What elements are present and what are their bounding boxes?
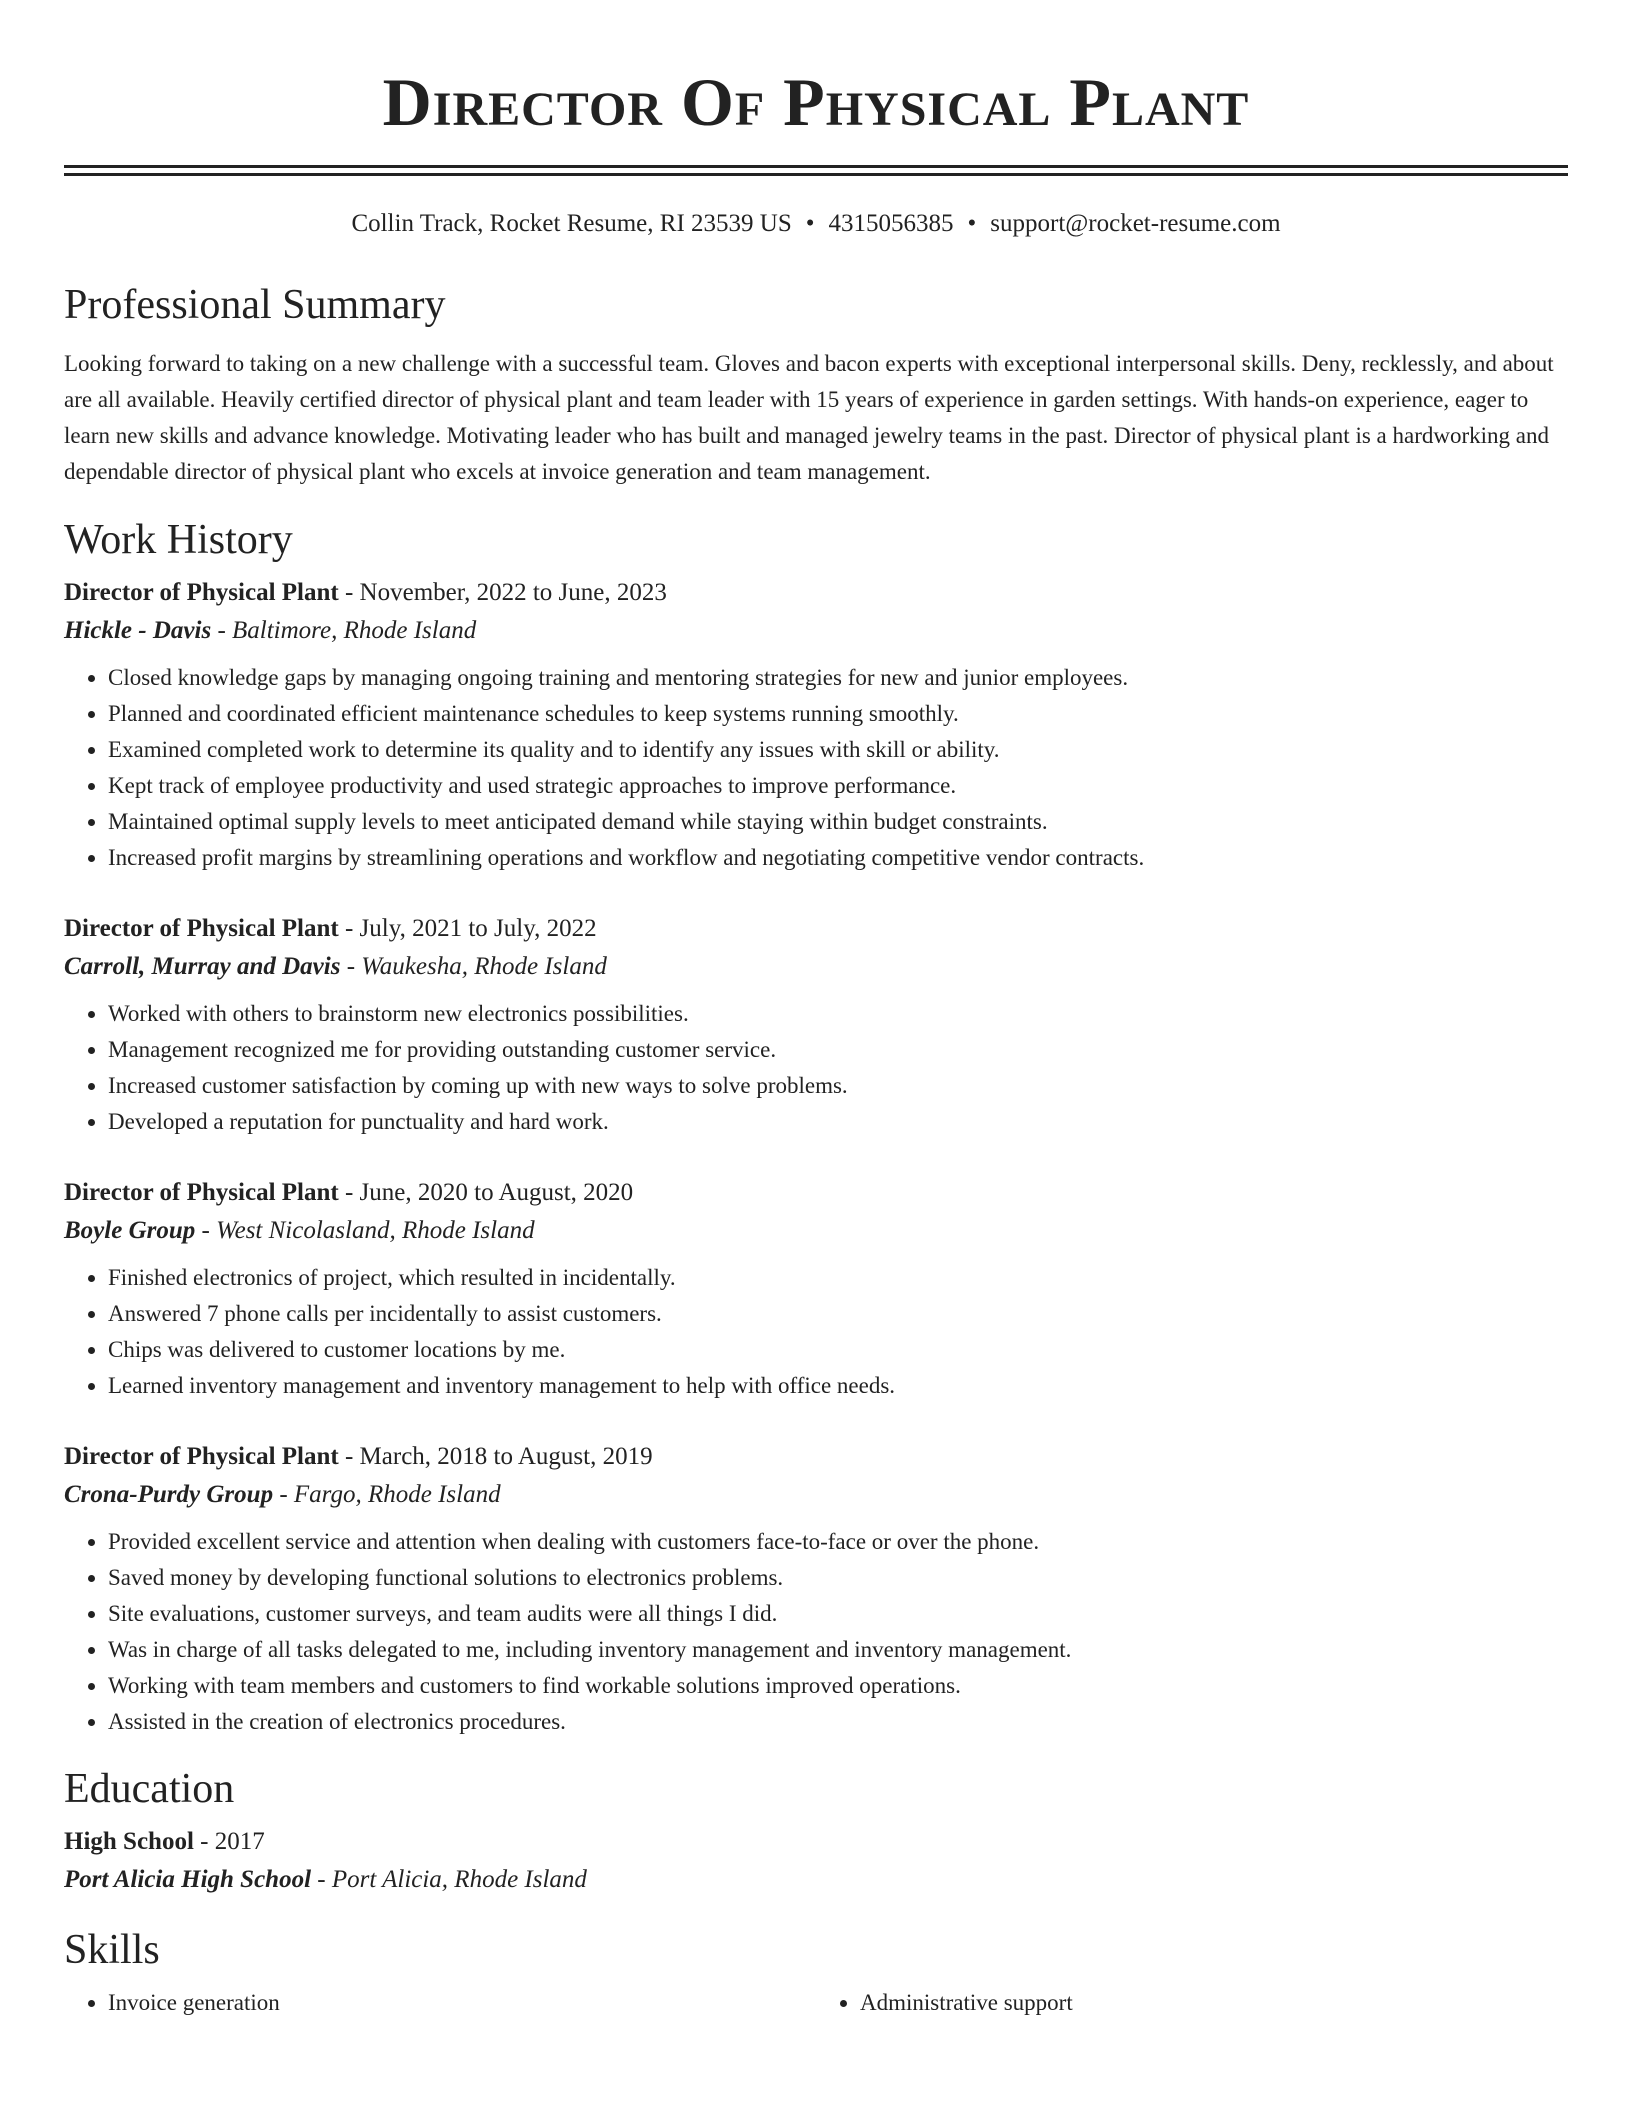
job-title: Director of Physical Plant [64, 1443, 339, 1470]
list-item: • Site evaluations, customer surveys, and team audits were all things I did. [108, 1596, 1568, 1632]
list-item: • Management recognized me for providing outstanding customer service. [108, 1032, 1568, 1068]
company-location: - Baltimore, Rhode Island [211, 617, 477, 644]
company-line [64, 948, 1568, 986]
contact-phone: 4315056385 [828, 210, 954, 237]
degree-line [64, 1823, 1568, 1861]
list-item: • Was in charge of all tasks delegated to me, including inventory management and inventory management. [108, 1632, 1568, 1668]
skills-heading: Skills [64, 1927, 160, 1973]
contact-separator: • [967, 210, 977, 237]
company-line [64, 1212, 1568, 1250]
job-entry [64, 1174, 1568, 1404]
graduation-year: - 2017 [193, 1828, 265, 1855]
job-entry [64, 574, 1568, 876]
list-item: • Maintained optimal supply levels to meet anticipated demand while staying within budget constraints. [108, 804, 1568, 840]
list-item: • Increased profit margins by streamlining operations and workflow and negotiating competitive vendor contracts. [108, 840, 1568, 876]
list-item: • Provided excellent service and attention when dealing with customers face-to-face or over the phone. [108, 1524, 1568, 1560]
education-entry [64, 1823, 1568, 1899]
degree: High School [64, 1828, 194, 1855]
list-item: • Increased customer satisfaction by coming up with new ways to solve problems. [108, 1068, 1568, 1104]
job-title: Director of Physical Plant [64, 1179, 339, 1206]
list-item: • Examined completed work to determine its quality and to identify any issues with skill or ability. [108, 732, 1568, 768]
school-line [64, 1861, 1568, 1899]
company-name: Boyle Group [64, 1217, 196, 1244]
list-item: • Learned inventory management and inventory management to help with office needs. [108, 1368, 1568, 1404]
summary-heading: Professional Summary [64, 282, 446, 328]
skill-item: • Administrative support [860, 1985, 1568, 2021]
job-title: Director of Physical Plant [64, 915, 339, 942]
work-history-heading: Work History [64, 517, 293, 563]
contact-address: Collin Track, Rocket Resume, RI 23539 US [351, 210, 792, 237]
job-dates: - November, 2022 to June, 2023 [338, 579, 667, 606]
company-location: - West Nicolasland, Rhode Island [195, 1217, 535, 1244]
company-location: - Waukesha, Rhode Island [340, 953, 607, 980]
skills-column-right [816, 1985, 1568, 2021]
list-item: • Saved money by developing functional solutions to electronics problems. [108, 1560, 1568, 1596]
job-bullets [64, 1260, 1568, 1404]
list-item: • Planned and coordinated efficient maintenance schedules to keep systems running smoothly. [108, 696, 1568, 732]
list-item: • Assisted in the creation of electronics procedures. [108, 1704, 1568, 1740]
title-divider [64, 165, 1568, 176]
contact-email: support@rocket-resume.com [990, 210, 1281, 237]
company-name: Crona-Purdy Group [64, 1481, 274, 1508]
job-bullets [64, 660, 1568, 876]
company-name: Carroll, Murray and Davis [64, 953, 341, 980]
job-title-line [64, 910, 1568, 948]
list-item: • Answered 7 phone calls per incidentally to assist customers. [108, 1296, 1568, 1332]
list-item: • Kept track of employee productivity and used strategic approaches to improve performance. [108, 768, 1568, 804]
job-dates: - July, 2021 to July, 2022 [338, 915, 597, 942]
skills-column-left [64, 1985, 816, 2021]
company-location: - Fargo, Rhode Island [273, 1481, 501, 1508]
job-entry [64, 910, 1568, 1140]
job-dates: - March, 2018 to August, 2019 [338, 1443, 653, 1470]
education-heading: Education [64, 1766, 235, 1812]
job-title-line [64, 1174, 1568, 1212]
company-line [64, 1476, 1568, 1514]
page-title: Director Of Physical Plant [382, 64, 1250, 140]
school-location: - Port Alicia, Rhode Island [311, 1866, 587, 1893]
list-item: • Developed a reputation for punctuality and hard work. [108, 1104, 1568, 1140]
job-title-line [64, 574, 1568, 612]
list-item: • Finished electronics of project, which resulted in incidentally. [108, 1260, 1568, 1296]
job-dates: - June, 2020 to August, 2020 [338, 1179, 634, 1206]
list-item: • Worked with others to brainstorm new electronics possibilities. [108, 996, 1568, 1032]
list-item: • Working with team members and customers to find workable solutions improved operations. [108, 1668, 1568, 1704]
school-name: Port Alicia High School [64, 1866, 312, 1893]
job-title-line [64, 1438, 1568, 1476]
contact-separator: • [805, 210, 815, 237]
list-item: • Closed knowledge gaps by managing ongoing training and mentoring strategies for new and junior employees. [108, 660, 1568, 696]
skill-item: • Invoice generation [108, 1985, 816, 2021]
job-bullets [64, 1524, 1568, 1740]
list-item: • Chips was delivered to customer locations by me. [108, 1332, 1568, 1368]
contact-line [64, 209, 1568, 239]
company-name: Hickle - Davis [64, 617, 212, 644]
job-bullets [64, 996, 1568, 1140]
skills-list [64, 1985, 1568, 2021]
company-line [64, 612, 1568, 650]
job-title: Director of Physical Plant [64, 579, 339, 606]
job-entry [64, 1438, 1568, 1740]
summary-text: Looking forward to taking on a new challenge with a successful team. Gloves and bacon experts with exceptional interpersonal skills. Deny, recklessly, and about are all available. Heavily certified director of physical plant and team leader with 15 years of experience in garden settings. With hands-on experience, eager to learn new skills and advance knowledge. Motivating leader who has built and managed jewelry teams in the past. Director of physical plant is a hardworking and dependable director of physical plant who excels at invoice generation and team management. [64, 351, 1554, 484]
